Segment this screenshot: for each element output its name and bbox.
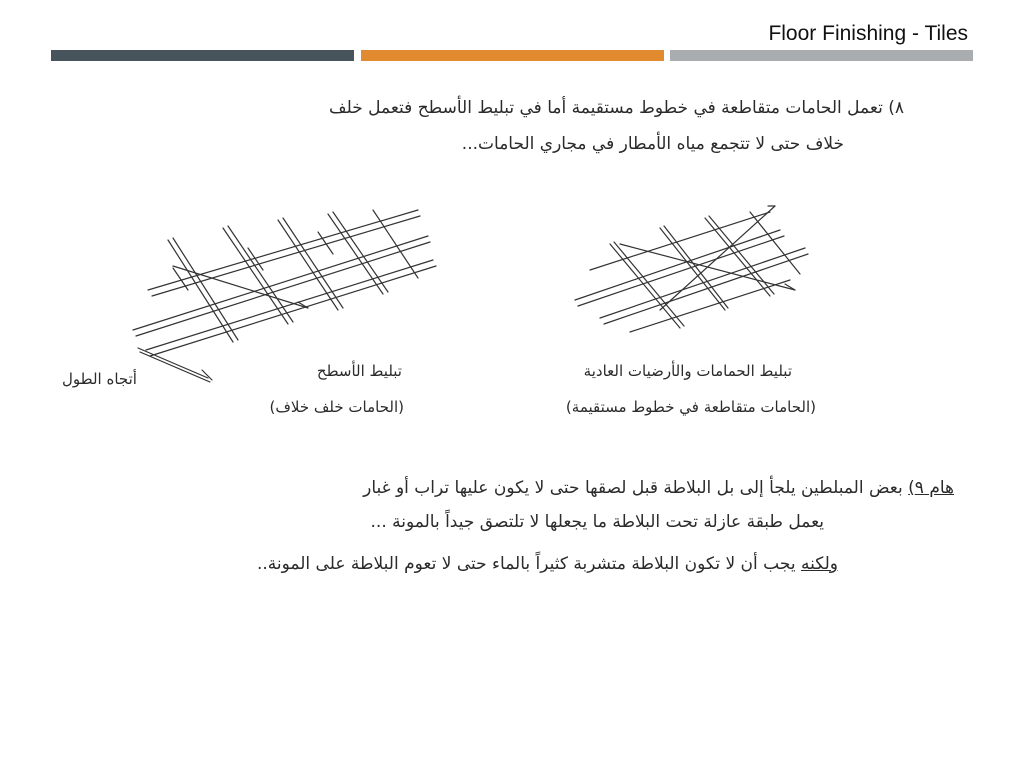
page-title: Floor Finishing - Tiles	[768, 22, 968, 45]
floor-tiling-subcaption: (الحامات متقاطعة في خطوط مستقيمة)	[565, 398, 816, 416]
note-warning-label: ولكنه	[800, 554, 838, 574]
note-point9-line1	[363, 478, 954, 498]
note-point9-text: بعض المبلطين يلجأ إلى بل البلاطة قبل لصقها حتى لا يكون عليها تراب أو غبار	[363, 478, 903, 498]
note-point8-line1: ٨) تعمل الحامات متقاطعة في خطوط مستقيمة أما في تبليط الأسطح فتعمل خلف	[329, 98, 904, 118]
floor-tiling-sketch	[570, 200, 820, 350]
note-point9-line2: يعمل طبقة عازلة تحت البلاطة ما يجعلها لا تلتصق جيداً بالمونة ...	[370, 512, 824, 532]
roof-tiling-caption: تبليط الأسطح	[316, 362, 402, 380]
roof-tiling-subcaption: (الحامات خلف خلاف)	[269, 398, 404, 416]
note-point9-label: هام ٩)	[908, 478, 954, 498]
floor-tiling-caption: تبليط الحمامات والأرضيات العادية	[583, 362, 792, 380]
length-direction-label: أتجاه الطول	[62, 370, 137, 388]
note-point8-line2: خلاف حتى لا تتجمع مياه الأمطار في مجاري الحامات...	[461, 134, 844, 154]
accent-bar-dark	[51, 50, 354, 61]
accent-bar-grey	[670, 50, 973, 61]
header-accent-bars	[51, 50, 973, 61]
accent-bar-orange	[361, 50, 664, 61]
note-warning-line	[257, 554, 838, 574]
note-warning-text: يجب أن لا تكون البلاطة متشربة كثيراً بالماء حتى لا تعوم البلاطة على المونة..	[256, 554, 796, 574]
